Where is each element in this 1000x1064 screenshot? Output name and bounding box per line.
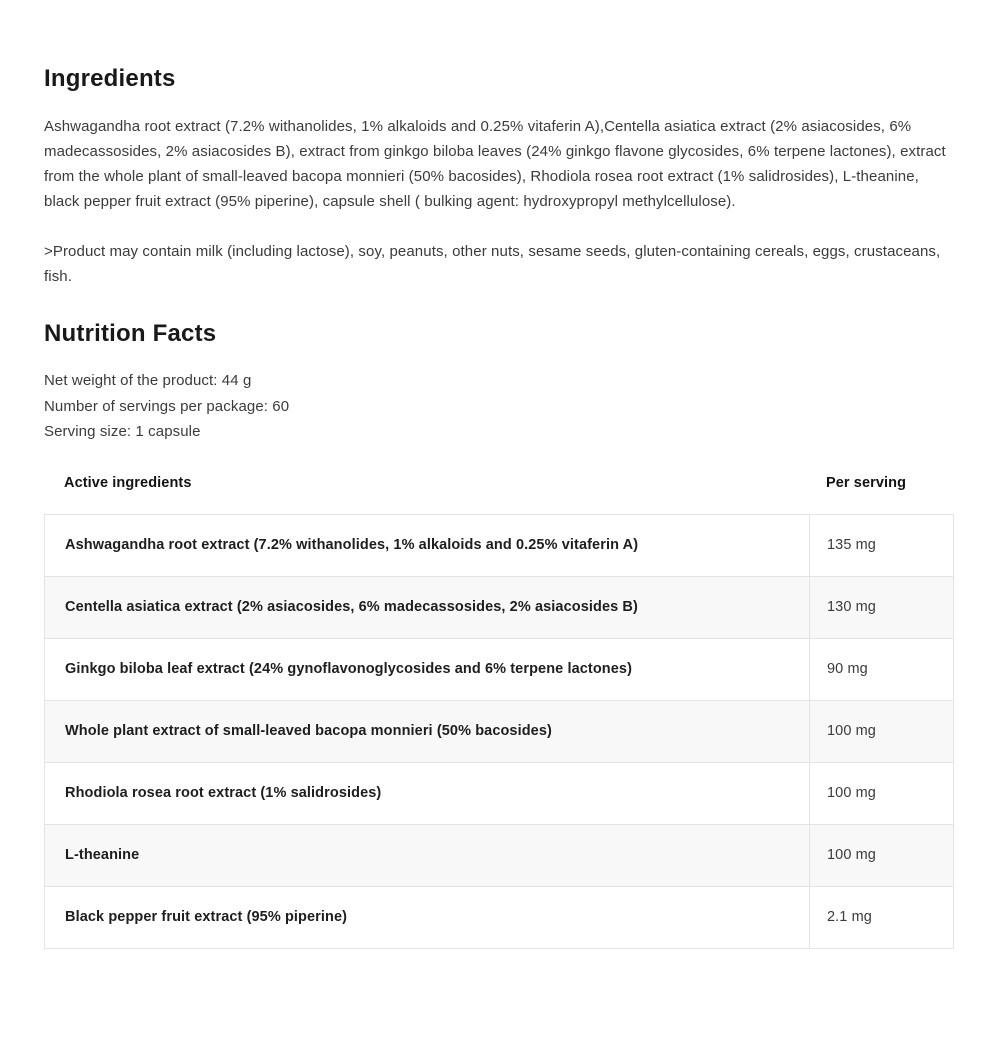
table-row <box>45 886 954 948</box>
amount-cell: 100 mg <box>810 824 954 886</box>
table-row <box>45 762 954 824</box>
amount-cell: 100 mg <box>810 700 954 762</box>
amount-cell: 90 mg <box>810 638 954 700</box>
ingredient-cell: Black pepper fruit extract (95% piperine) <box>45 886 810 948</box>
amount-cell: 130 mg <box>810 576 954 638</box>
amount-cell: 135 mg <box>810 514 954 576</box>
product-details-section <box>0 64 1000 949</box>
column-header-active-ingredients: Active ingredients <box>64 474 192 491</box>
table-row <box>45 514 954 576</box>
ingredient-cell: Centella asiatica extract (2% asiacosides, 6% madecassosides, 2% asiacosides B) <box>45 576 810 638</box>
table-row <box>45 824 954 886</box>
amount-cell: 100 mg <box>810 762 954 824</box>
net-weight-line: Net weight of the product: 44 g <box>44 372 252 389</box>
ingredients-heading: Ingredients <box>44 65 176 92</box>
nutrition-table <box>44 514 954 949</box>
ingredient-cell: Whole plant extract of small-leaved bacopa monnieri (50% bacosides) <box>45 700 810 762</box>
table-row <box>45 576 954 638</box>
table-row <box>45 700 954 762</box>
ingredient-cell: Ashwagandha root extract (7.2% withanolides, 1% alkaloids and 0.25% vitaferin A) <box>45 514 810 576</box>
allergen-note: >Product may contain milk (including lactose), soy, peanuts, other nuts, sesame seeds, gluten-containing cereals, eggs, crustaceans, fish. <box>44 243 941 285</box>
ingredients-description: Ashwagandha root extract (7.2% withanolides, 1% alkaloids and 0.25% vitaferin A),Centella asiatica extract (2% asiacosides, 6% madecassosides, 2% asiacosides B), extract from ginkgo biloba leaves (24% ginkgo flavone glycosides, 6% terpene lactones), extract from the whole plant of small-leaved bacopa monnieri (50% bacosides), Rhodiola rosea root extract (1% salidrosides), L-theanine, black pepper fruit extract (95% piperine), capsule shell ( bulking agent: hydroxypropyl methylcellulose). <box>44 118 946 210</box>
servings-per-package-line: Number of servings per package: 60 <box>44 397 290 415</box>
table-row <box>45 638 954 700</box>
ingredient-cell: L-theanine <box>45 824 810 886</box>
amount-cell: 2.1 mg <box>810 886 954 948</box>
ingredient-cell: Rhodiola rosea root extract (1% salidrosides) <box>45 762 810 824</box>
serving-size-line: Serving size: 1 capsule <box>44 423 201 440</box>
column-header-per-serving: Per serving <box>826 474 907 491</box>
nutrition-facts-heading: Nutrition Facts <box>44 320 217 347</box>
ingredient-cell: Ginkgo biloba leaf extract (24% gynoflavonoglycosides and 6% terpene lactones) <box>45 638 810 700</box>
nutrition-summary <box>44 368 953 445</box>
nutrition-table-header <box>44 475 953 491</box>
